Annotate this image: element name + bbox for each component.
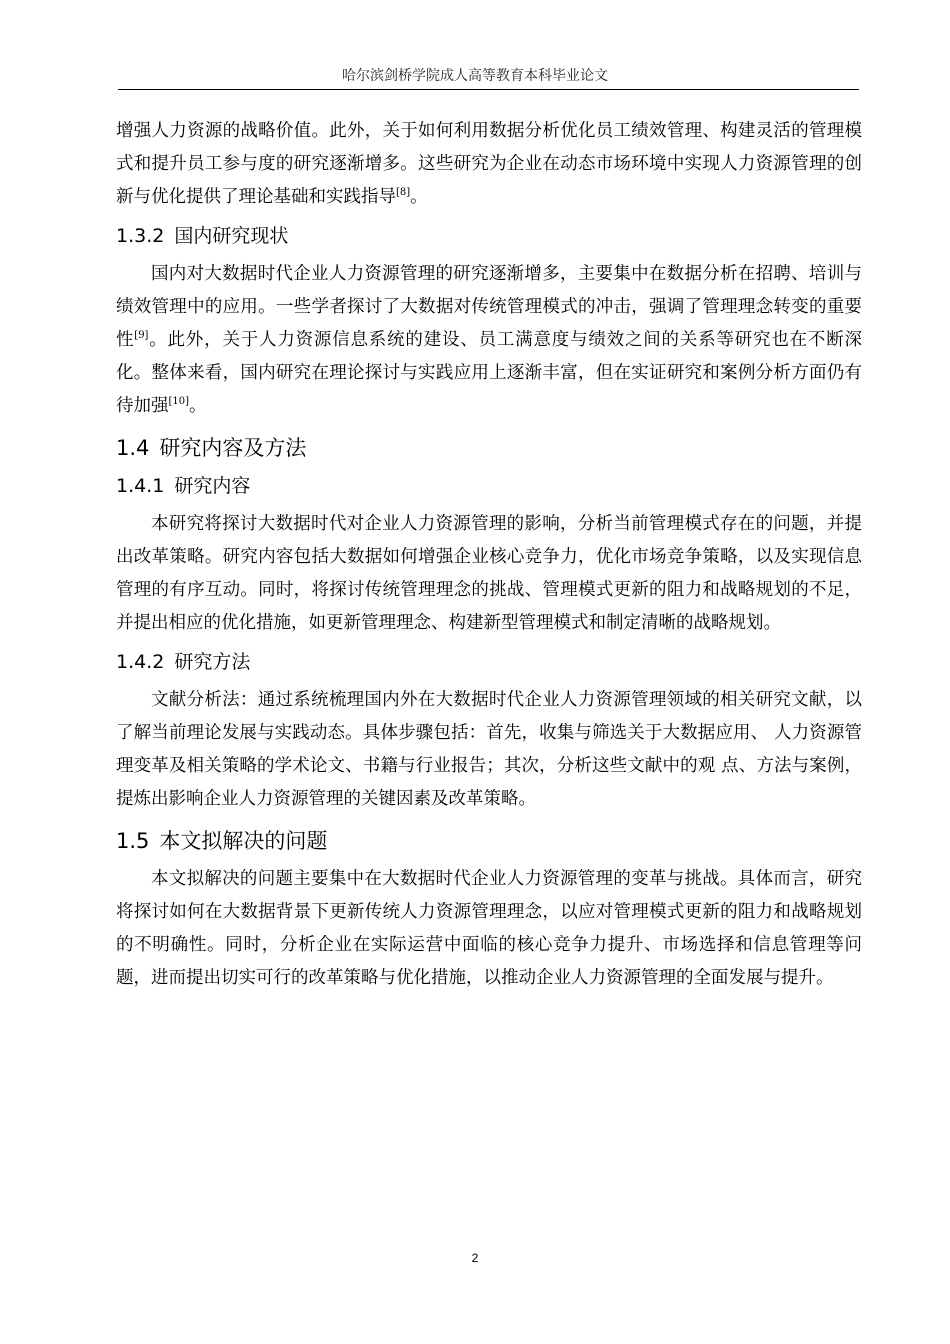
heading-title: 本文拟解决的问题: [159, 829, 328, 853]
heading-1-4-1: [116, 470, 862, 502]
intro-tail: 。: [410, 187, 428, 207]
paragraph-text: 国内对大数据时代企业人力资源管理的研究逐渐增多，主要集中在数据分析在招聘、培训与绩效管理中的应用。一些学者探讨了大数据对传统管理模式的冲击，强调了管理理念转变的重要性: [116, 264, 862, 350]
heading-1-3-2: [116, 220, 862, 252]
heading-number: 1.4: [116, 436, 150, 460]
paragraph-tail: 。: [189, 396, 207, 416]
heading-title: 研究内容及方法: [159, 436, 307, 460]
citation-8: [8]: [396, 187, 411, 198]
running-header: 哈尔滨剑桥学院成人高等教育本科毕业论文: [342, 68, 608, 84]
paragraph-text: 。此外，关于人力资源信息系统的建设、员工满意度与绩效之间的关系等研究也在不断深化。整体来看，国内研究在理论探讨与实践应用上逐渐丰富，但在实证研究和案例分析方面仍有待加强: [116, 330, 862, 416]
heading-1-4: [116, 432, 862, 464]
paragraph-1-3-2: [116, 258, 862, 423]
intro-text: 增强人力资源的战略价值。此外，关于如何利用数据分析优化员工绩效管理、构建灵活的管理模式和提升员工参与度的研究逐渐增多。这些研究为企业在动态市场环境中实现人力资源管理的创新与优化提供了理论基础和实践指导: [116, 121, 862, 207]
page-number: 2: [471, 1251, 479, 1265]
heading-number: 1.4.1: [116, 475, 165, 497]
heading-number: 1.3.2: [116, 225, 165, 247]
heading-number: 1.5: [116, 829, 150, 853]
paragraph-1-5: 本文拟解决的问题主要集中在大数据时代企业人力资源管理的变革与挑战。具体而言，研究将探讨如何在大数据背景下更新传统人力资源管理理念，以应对管理模式更新的阻力和战略规划的不明确性。同时，分析企业在实际运营中面临的核心竞争力提升、市场选择和信息管理等问题，进而提出切实可行的改革策略与优化措施，以推动企业人力资源管理的全面发展与提升。: [116, 869, 862, 988]
citation-9: [9]: [134, 330, 149, 341]
heading-title: 研究方法: [174, 651, 251, 673]
citation-10: [10]: [168, 396, 190, 407]
heading-1-4-2: [116, 646, 862, 678]
header-rule: [118, 89, 859, 90]
intro-paragraph: [116, 115, 862, 214]
heading-title: 国内研究现状: [174, 225, 289, 247]
heading-number: 1.4.2: [116, 651, 165, 673]
paragraph-1-4-1: 本研究将探讨大数据时代对企业人力资源管理的影响，分析当前管理模式存在的问题，并提出改革策略。研究内容包括大数据如何增强企业核心竞争力，优化市场竞争策略，以及实现信息管理的有序互动。同时，将探讨传统管理理念的挑战、管理模式更新的阻力和战略规划的不足，并提出相应的优化措施，如更新管理理念、构建新型管理模式和制定清晰的战略规划。: [116, 514, 862, 633]
heading-title: 研究内容: [174, 475, 251, 497]
paragraph-1-4-2: 文献分析法：通过系统梳理国内外在大数据时代企业人力资源管理领域的相关研究文献，以了解当前理论发展与实践动态。具体步骤包括：首先，收集与筛选关于大数据应用、 人力资源管理变革及相关策略的学术论文、书籍与行业报告；其次，分析这些文献中的观 点、方法与案例，提炼出影响企业人力资源管理的关键因素及改革策略。: [116, 690, 862, 809]
page-content: [116, 115, 862, 995]
heading-1-5: [116, 825, 862, 857]
